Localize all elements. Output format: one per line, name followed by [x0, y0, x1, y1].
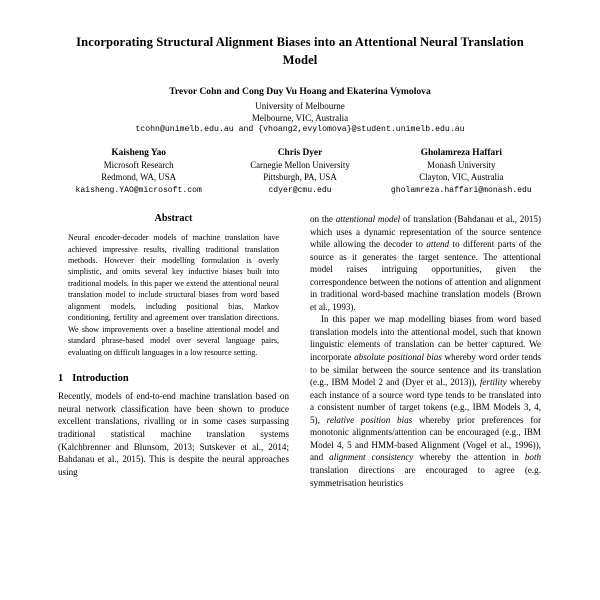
page-title: Incorporating Structural Alignment Biases into an Attentional Neural Translation Model	[76, 35, 524, 67]
section-heading-introduction	[58, 373, 289, 384]
rp2-italic-5: both	[524, 452, 542, 463]
rp2-e: whereby the attention in	[413, 452, 525, 463]
author-column-1	[58, 148, 219, 184]
author-name: Kaisheng Yao	[111, 148, 166, 159]
two-column-body	[58, 213, 542, 489]
rp2-italic-1: absolute positional bias	[354, 352, 442, 363]
rp1-italic-1: attentional model	[335, 214, 401, 225]
author-column-2	[219, 148, 380, 184]
abstract-text: Neural encoder-decoder models of machine translation have achieved impressive results, rivalling traditional translation methods. However their modelling formulation is overly simplistic, and omits several key inductive biases built into traditional models. In this paper we extend the attentional neural translation model to include structural biases from word based alignment models, including positional bias, Markov conditioning, fertility and agreement over translation directions. We show improvements over a baseline attentional model and standard phrase-based model over several language pairs, evaluating on difficult languages in a low resource setting.	[68, 233, 279, 357]
primary-affiliation-line-2: Melbourne, VIC, Australia	[251, 112, 349, 123]
rp1-mid-1: of translation (Bahdanau et al., 2015) which uses a dynamic representation of the source sentence while allowing the decoder to	[310, 214, 541, 250]
secondary-authors-row	[58, 148, 542, 184]
rp1-prefix: on the	[310, 214, 336, 225]
secondary-author-emails-row	[58, 186, 542, 195]
section-number: 1	[58, 373, 64, 385]
primary-author-emails: tcohn@unimelb.edu.au and {vhoang2,evylomova}@student.unimelb.edu.au	[135, 125, 465, 135]
author-column-3	[381, 148, 542, 184]
primary-affiliation-line-1: University of Melbourne	[255, 100, 345, 111]
rp1-italic-2: attend	[426, 239, 450, 250]
abstract-heading: Abstract	[154, 213, 193, 225]
right-paragraph-2	[310, 313, 541, 489]
rp2-a: In this paper we map modelling biases from word based translation models into the attentional model, such that known linguistic elements of translation can be better captured. We incorporate	[310, 314, 541, 363]
rp2-italic-4: alignment consistency	[329, 452, 414, 463]
author-affiliation-2: Redmond, WA, USA	[101, 172, 177, 183]
left-column	[58, 213, 289, 489]
right-paragraph-1	[310, 213, 541, 313]
rp2-italic-2: fertility	[479, 377, 507, 388]
author-affiliation-2: Clayton, VIC, Australia	[419, 172, 504, 183]
primary-authors-block	[58, 86, 542, 137]
author-affiliation-1: Microsoft Research	[103, 160, 174, 171]
author-affiliation-2: Pittsburgh, PA, USA	[263, 172, 337, 183]
intro-paragraph-1: Recently, models of end-to-end machine translation based on neural network classification have been shown to produce excellent translations, rivalling or in some cases surpassing traditional statistical machine translation systems (Kalchbrenner and Blunsom, 2013; Sutskever et al., 2014; Bahdanau et al., 2015). This is despite the neural approaches using	[58, 391, 289, 477]
author-name: Gholamreza Haffari	[420, 148, 502, 159]
right-column	[310, 213, 541, 489]
rp2-d: whereby prior preferences for monotonic alignments/attention can be encouraged (e.g., IBM Model 4, 5 and HMM-based Alignment (Vogel et al., 1996)), and	[310, 414, 541, 463]
rp1-mid-2: to different parts of the source as it generates the target sentence. The attentional model raises intriguing opportunities, given the correspondence between the notions of attention and alignment in traditional word-based machine translation models (Brown et al., 1993).	[310, 239, 541, 312]
rp2-c: whereby each instance of a source word type tends to be translated into a consistent number of target tokens (e.g., IBM Models 3, 4, 5),	[310, 377, 541, 425]
author-affiliation-1: Carnegie Mellon University	[250, 160, 350, 171]
rp2-f: translation directions are encouraged to agree (e.g. symmetrisation heuristics	[310, 464, 541, 488]
primary-author-names: Trevor Cohn and Cong Duy Vu Hoang and Ekaterina Vymolova	[169, 85, 431, 97]
author-affiliation-1: Monash University	[427, 160, 496, 171]
rp2-b: whereby word order tends to be similar between the source sentence and its translation (e.g., IBM Model 2 and (Dyer et al., 2013)),	[310, 352, 542, 388]
section-title: Introduction	[72, 373, 129, 385]
author-name: Chris Dyer	[277, 148, 323, 159]
author-email-2: cdyer@cmu.edu	[268, 186, 332, 196]
author-email-1: kaisheng.YAO@microsoft.com	[75, 186, 202, 196]
author-email-3: gholamreza.haffari@monash.edu	[390, 186, 532, 196]
rp2-italic-3: relative position bias	[326, 414, 413, 425]
